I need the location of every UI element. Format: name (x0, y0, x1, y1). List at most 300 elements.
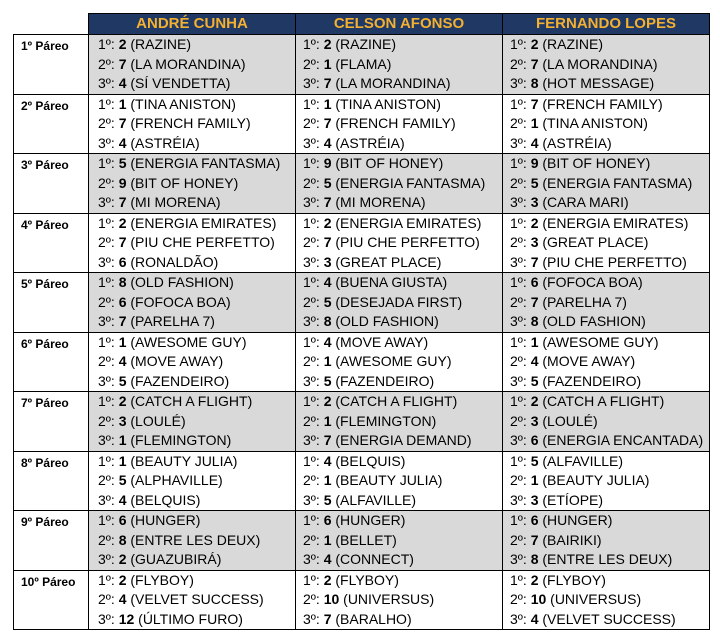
pick-line (503, 431, 709, 451)
horse-name: (BEAUTY JULIA) (335, 472, 443, 488)
horse-number: 7 (118, 234, 127, 250)
pick-position: 2º: (303, 55, 320, 72)
pick-line (503, 154, 709, 174)
pick-position: 3º: (98, 372, 115, 389)
pick-position: 1º: (98, 155, 115, 171)
pick-line (296, 312, 502, 332)
corner-blank-cell (14, 14, 89, 35)
horse-number: 5 (530, 372, 539, 389)
horse-number: 1 (323, 472, 332, 488)
pick-line (89, 174, 295, 194)
expert-picks-cell (296, 392, 503, 452)
horse-name: (GREAT PLACE) (542, 234, 649, 250)
horse-number: 10 (323, 591, 340, 607)
expert-picks-cell (89, 94, 296, 154)
expert-picks-cell (89, 213, 296, 273)
pick-position: 1º: (303, 274, 320, 290)
horse-name: (HUNGER) (335, 512, 406, 528)
horse-name: (FOFOCA BOA) (542, 274, 643, 290)
pick-line (89, 352, 295, 372)
pick-line (296, 193, 502, 213)
pick-position: 3º: (303, 75, 320, 91)
horse-number: 1 (118, 333, 127, 350)
horse-number: 1 (530, 333, 539, 350)
pick-line (296, 55, 502, 75)
pick-line (503, 511, 709, 531)
pick-position: 1º: (510, 274, 527, 290)
horse-number: 4 (118, 353, 127, 369)
pick-line (503, 372, 709, 392)
pick-position: 2º: (510, 234, 527, 250)
race-label: 8º Páreo (14, 451, 89, 511)
horse-name: (ALPHAVILLE) (130, 472, 223, 488)
pick-line (89, 35, 295, 55)
horse-number: 8 (118, 274, 127, 290)
pick-position: 2º: (98, 591, 115, 607)
pick-position: 2º: (98, 174, 115, 191)
expert-picks-cell (89, 35, 296, 95)
pick-line (296, 590, 502, 610)
horse-name: (UNIVERSUS) (550, 591, 642, 607)
expert-header: CELSON AFONSO (296, 14, 503, 35)
horse-name: (PIU CHE PERFETTO) (542, 253, 687, 270)
pick-position: 3º: (98, 313, 115, 329)
horse-number: 5 (530, 174, 539, 191)
horse-number: 7 (323, 115, 332, 131)
pick-line (503, 273, 709, 293)
horse-number: 4 (323, 134, 332, 151)
pick-position: 3º: (303, 253, 320, 270)
header-row (14, 14, 710, 35)
horse-name: (FRENCH FAMILY) (130, 115, 251, 131)
horse-number: 1 (323, 531, 332, 548)
expert-picks-cell (503, 570, 710, 630)
expert-picks-cell (296, 94, 503, 154)
horse-number: 3 (530, 234, 539, 250)
horse-name: (FRENCH FAMILY) (542, 95, 663, 112)
horse-name: (ENERGIA DEMAND) (335, 432, 472, 448)
horse-name: (BEAUTY JULIA) (130, 452, 238, 469)
horse-number: 8 (530, 313, 539, 329)
race-label: 3º Páreo (14, 154, 89, 214)
pick-line (503, 452, 709, 472)
horse-number: 6 (118, 512, 127, 528)
pick-position: 1º: (510, 95, 527, 112)
pick-line (296, 471, 502, 491)
expert-picks-cell (296, 570, 503, 630)
pick-line (503, 193, 709, 213)
pick-position: 3º: (303, 432, 320, 448)
horse-name: (AWESOME GUY) (335, 353, 452, 369)
pick-line (503, 74, 709, 94)
horse-number: 4 (118, 591, 127, 607)
horse-number: 2 (323, 214, 332, 231)
pick-position: 2º: (303, 234, 320, 250)
horse-number: 1 (530, 115, 539, 131)
pick-line (503, 174, 709, 194)
pick-position: 3º: (98, 253, 115, 270)
pick-position: 2º: (98, 531, 115, 548)
race-label: 7º Páreo (14, 392, 89, 452)
pick-position: 3º: (303, 551, 320, 567)
pick-position: 1º: (98, 512, 115, 528)
pick-position: 1º: (303, 333, 320, 350)
race-label: 6º Páreo (14, 332, 89, 392)
horse-name: (UNIVERSUS) (343, 591, 435, 607)
race-row (14, 392, 710, 452)
pick-line (296, 511, 502, 531)
pick-position: 2º: (98, 412, 115, 429)
race-row (14, 451, 710, 511)
pick-line (296, 253, 502, 273)
horse-name: (BIT OF HONEY) (130, 174, 239, 191)
horse-number: 4 (323, 333, 332, 350)
pick-line (503, 134, 709, 154)
horse-name: (ENERGIA FANTASMA) (335, 174, 486, 191)
horse-number: 2 (530, 36, 539, 52)
horse-name: (BEAUTY JULIA) (542, 472, 650, 488)
pick-line (89, 491, 295, 511)
horse-name: (BELQUIS) (335, 452, 406, 469)
horse-name: (BELLET) (335, 531, 397, 548)
pick-line (296, 452, 502, 472)
pick-line (89, 372, 295, 392)
horse-name: (BUENA GIUSTA) (335, 274, 448, 290)
expert-picks-cell (503, 451, 710, 511)
pick-line (503, 114, 709, 134)
horse-number: 10 (530, 591, 547, 607)
horse-number: 4 (530, 353, 539, 369)
pick-position: 3º: (510, 491, 527, 508)
horse-name: (TINA ANISTON) (335, 95, 441, 112)
horse-number: 5 (323, 372, 332, 389)
pick-position: 2º: (303, 591, 320, 607)
horse-name: (TINA ANISTON) (542, 115, 648, 131)
pick-position: 3º: (98, 432, 115, 448)
pick-position: 1º: (98, 36, 115, 52)
pick-line (296, 431, 502, 451)
horse-number: 1 (323, 95, 332, 112)
pick-position: 3º: (510, 313, 527, 329)
horse-number: 12 (118, 610, 135, 627)
pick-line (89, 154, 295, 174)
pick-position: 3º: (98, 134, 115, 151)
pick-line (503, 412, 709, 432)
horse-name: (ENERGIA ENCANTADA) (542, 432, 704, 448)
race-label: 10º Páreo (14, 570, 89, 630)
pick-position: 2º: (98, 115, 115, 131)
horse-number: 7 (323, 194, 332, 210)
pick-position: 3º: (98, 75, 115, 91)
race-row (14, 570, 710, 630)
pick-position: 3º: (303, 134, 320, 151)
race-row (14, 213, 710, 273)
pick-line (503, 550, 709, 570)
horse-name: (LOULÉ) (130, 412, 186, 429)
horse-name: (RAZINE) (335, 36, 397, 52)
expert-picks-cell (89, 273, 296, 333)
horse-number: 2 (323, 571, 332, 588)
horse-number: 8 (530, 551, 539, 567)
horse-number: 7 (530, 55, 539, 72)
expert-picks-cell (503, 213, 710, 273)
pick-position: 2º: (303, 353, 320, 369)
pick-line (503, 333, 709, 353)
horse-name: (ENERGIA FANTASMA) (542, 174, 693, 191)
expert-picks-cell (503, 332, 710, 392)
horse-number: 1 (118, 432, 127, 448)
expert-picks-cell (503, 154, 710, 214)
pick-line (89, 571, 295, 591)
horse-name: (FLEMINGTON) (335, 412, 437, 429)
horse-name: (MI MORENA) (130, 194, 221, 210)
horse-number: 1 (323, 412, 332, 429)
horse-name: (RAZINE) (542, 36, 604, 52)
pick-line (296, 392, 502, 412)
horse-number: 6 (118, 253, 127, 270)
horse-number: 8 (530, 75, 539, 91)
horse-number: 6 (530, 512, 539, 528)
horse-number: 4 (323, 551, 332, 567)
pick-line (296, 214, 502, 234)
pick-position: 2º: (510, 412, 527, 429)
horse-name: (ALFAVILLE) (335, 491, 417, 508)
pick-position: 3º: (510, 253, 527, 270)
pick-position: 1º: (98, 95, 115, 112)
expert-picks-cell (503, 273, 710, 333)
horse-name: (BARALHO) (335, 610, 412, 627)
horse-name: (FOFOCA BOA) (130, 293, 231, 310)
expert-picks-cell (89, 570, 296, 630)
race-row (14, 154, 710, 214)
pick-position: 2º: (303, 174, 320, 191)
pick-position: 2º: (98, 55, 115, 72)
pick-line (503, 491, 709, 511)
horse-name: (PIU CHE PERFETTO) (335, 234, 480, 250)
pick-position: 2º: (98, 234, 115, 250)
expert-picks-cell (503, 511, 710, 571)
horse-name: (ENERGIA EMIRATES) (542, 214, 689, 231)
pick-position: 2º: (303, 412, 320, 429)
pick-position: 3º: (303, 610, 320, 627)
pick-position: 1º: (98, 571, 115, 588)
horse-name: (ENTRE LES DEUX) (130, 531, 261, 548)
horse-number: 6 (118, 293, 127, 310)
horse-number: 7 (530, 531, 539, 548)
horse-name: (LA MORANDINA) (130, 55, 246, 72)
pick-position: 3º: (303, 313, 320, 329)
pick-position: 3º: (98, 610, 115, 627)
horse-name: (GUAZUBIRÁ) (130, 551, 222, 567)
pick-line (89, 610, 295, 630)
horse-name: (FAZENDEIRO) (542, 372, 642, 389)
pick-line (89, 293, 295, 313)
horse-number: 4 (323, 274, 332, 290)
horse-number: 5 (118, 155, 127, 171)
horse-name: (HUNGER) (542, 512, 613, 528)
pick-line (296, 35, 502, 55)
pick-line (296, 491, 502, 511)
horse-name: (LA MORANDINA) (335, 75, 451, 91)
race-label: 5º Páreo (14, 273, 89, 333)
pick-line (296, 412, 502, 432)
horse-number: 7 (323, 432, 332, 448)
horse-name: (OLD FASHION) (335, 313, 439, 329)
pick-line (296, 174, 502, 194)
horse-name: (OLD FASHION) (542, 313, 646, 329)
expert-picks-cell (503, 94, 710, 154)
pick-line (503, 352, 709, 372)
pick-line (89, 233, 295, 253)
horse-number: 2 (530, 214, 539, 231)
pick-line (89, 55, 295, 75)
horse-number: 7 (118, 115, 127, 131)
horse-number: 3 (530, 194, 539, 210)
pick-position: 2º: (303, 293, 320, 310)
pick-position: 2º: (98, 293, 115, 310)
pick-line (503, 531, 709, 551)
pick-line (89, 431, 295, 451)
horse-name: (ENERGIA EMIRATES) (335, 214, 482, 231)
horse-number: 4 (118, 134, 127, 151)
horse-number: 2 (118, 214, 127, 231)
expert-picks-cell (296, 511, 503, 571)
pick-position: 1º: (510, 452, 527, 469)
horse-name: (CATCH A FLIGHT) (542, 393, 665, 409)
pick-position: 1º: (98, 214, 115, 231)
horse-number: 9 (323, 155, 332, 171)
pick-line (503, 312, 709, 332)
horse-number: 9 (530, 155, 539, 171)
pick-position: 3º: (98, 551, 115, 567)
horse-name: (BAIRIKI) (542, 531, 602, 548)
horse-name: (HOT MESSAGE) (542, 75, 655, 91)
horse-name: (PIU CHE PERFETTO) (130, 234, 275, 250)
expert-picks-cell (296, 35, 503, 95)
race-tips-table (13, 13, 710, 630)
expert-picks-cell (296, 213, 503, 273)
pick-position: 1º: (303, 452, 320, 469)
horse-name: (BELQUIS) (130, 491, 201, 508)
pick-position: 3º: (510, 75, 527, 91)
horse-name: (ENERGIA FANTASMA) (130, 155, 281, 171)
horse-name: (TINA ANISTON) (130, 95, 236, 112)
pick-line (89, 550, 295, 570)
horse-name: (HUNGER) (130, 512, 201, 528)
horse-name: (CARA MARI) (542, 194, 629, 210)
pick-position: 3º: (98, 194, 115, 210)
horse-name: (ASTRÉIA) (542, 134, 612, 151)
pick-line (296, 293, 502, 313)
horse-name: (AWESOME GUY) (542, 333, 659, 350)
horse-number: 4 (323, 452, 332, 469)
pick-position: 1º: (510, 214, 527, 231)
pick-line (89, 95, 295, 115)
horse-number: 5 (323, 174, 332, 191)
horse-name: (MI MORENA) (335, 194, 426, 210)
horse-name: (AWESOME GUY) (130, 333, 247, 350)
expert-picks-cell (89, 511, 296, 571)
pick-line (89, 452, 295, 472)
pick-position: 1º: (510, 512, 527, 528)
pick-line (89, 273, 295, 293)
expert-picks-cell (296, 154, 503, 214)
pick-position: 2º: (98, 472, 115, 488)
horse-name: (ENERGIA EMIRATES) (130, 214, 277, 231)
pick-line (296, 333, 502, 353)
pick-line (296, 114, 502, 134)
pick-position: 2º: (510, 472, 527, 488)
race-row (14, 332, 710, 392)
horse-number: 4 (118, 491, 127, 508)
pick-line (89, 412, 295, 432)
horse-number: 4 (530, 134, 539, 151)
horse-number: 3 (118, 412, 127, 429)
horse-name: (LA MORANDINA) (542, 55, 658, 72)
pick-line (89, 590, 295, 610)
horse-name: (FAZENDEIRO) (335, 372, 435, 389)
pick-line (503, 55, 709, 75)
pick-line (89, 114, 295, 134)
pick-position: 1º: (303, 36, 320, 52)
horse-number: 2 (323, 393, 332, 409)
horse-name: (VELVET SUCCESS) (130, 591, 264, 607)
pick-line (503, 253, 709, 273)
horse-name: (FLEMINGTON) (130, 432, 232, 448)
horse-number: 4 (530, 610, 539, 627)
horse-number: 1 (530, 472, 539, 488)
pick-line (503, 214, 709, 234)
pick-position: 3º: (98, 491, 115, 508)
expert-header: FERNANDO LOPES (503, 14, 710, 35)
race-label: 9º Páreo (14, 511, 89, 571)
expert-picks-cell (296, 273, 503, 333)
horse-number: 2 (530, 393, 539, 409)
horse-name: (ENTRE LES DEUX) (542, 551, 673, 567)
horse-number: 7 (530, 293, 539, 310)
horse-name: (ASTRÉIA) (335, 134, 405, 151)
horse-number: 7 (118, 194, 127, 210)
expert-picks-cell (296, 451, 503, 511)
pick-line (89, 74, 295, 94)
horse-number: 6 (323, 512, 332, 528)
horse-name: (OLD FASHION) (130, 274, 234, 290)
expert-header: ANDRÉ CUNHA (89, 14, 296, 35)
pick-position: 1º: (303, 393, 320, 409)
pick-line (89, 531, 295, 551)
pick-line (503, 293, 709, 313)
pick-line (296, 233, 502, 253)
horse-name: (DESEJADA FIRST) (335, 293, 463, 310)
horse-name: (LOULÉ) (542, 412, 598, 429)
horse-number: 8 (323, 313, 332, 329)
race-label: 2º Páreo (14, 94, 89, 154)
pick-line (296, 610, 502, 630)
horse-number: 5 (530, 452, 539, 469)
pick-position: 1º: (98, 452, 115, 469)
race-row (14, 273, 710, 333)
pick-position: 2º: (510, 293, 527, 310)
pick-position: 1º: (510, 393, 527, 409)
pick-line (89, 392, 295, 412)
horse-number: 7 (530, 95, 539, 112)
horse-name: (RONALDÃO) (130, 253, 219, 270)
pick-position: 3º: (303, 491, 320, 508)
pick-line (503, 35, 709, 55)
horse-name: (PARELHA 7) (130, 313, 215, 329)
pick-position: 3º: (510, 432, 527, 448)
pick-position: 2º: (303, 115, 320, 131)
